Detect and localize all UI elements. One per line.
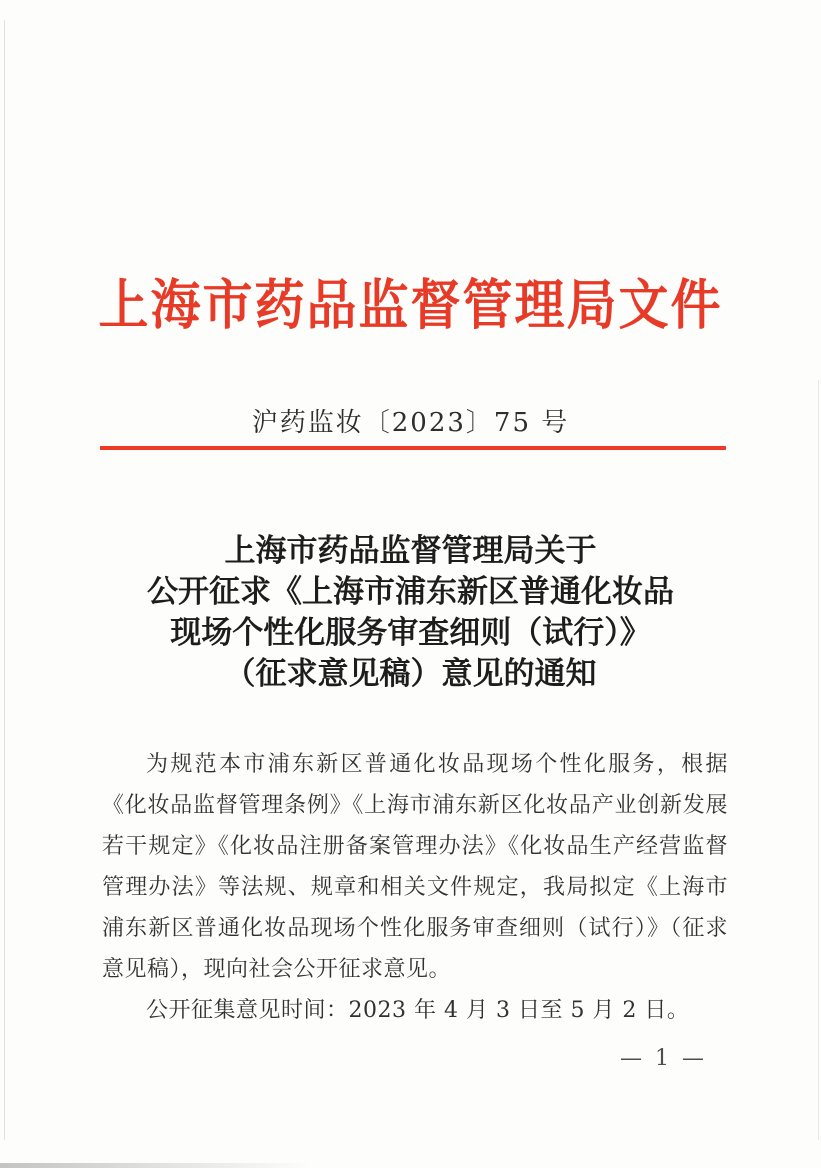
document-title-line-2: 公开征求《上海市浦东新区普通化妆品 (147, 574, 674, 610)
scan-edge-right (818, 380, 819, 1140)
document-title-line-3: 现场个性化服务审查细则（试行）》 (170, 615, 651, 651)
document-title (0, 531, 821, 695)
scan-edge-bottom (0, 1163, 310, 1168)
header-divider-rule (100, 446, 726, 450)
page-number: — 1 — (620, 1046, 707, 1071)
document-title-line-1: 上海市药品监督管理局关于 (224, 533, 597, 569)
document-body (102, 744, 728, 1031)
agency-banner-title: 上海市药品监督管理局文件 (98, 272, 723, 337)
document-reference-number: 沪药监妆〔2023〕75 号 (251, 408, 570, 438)
document-title-line-4: （征求意见稿）意见的通知 (224, 656, 597, 692)
body-paragraph-1: 为规范本市浦东新区普通化妆品现场个性化服务，根据《化妆品监督管理条例》《上海市浦东新区化妆品产业创新发展若干规定》《化妆品注册备案管理办法》《化妆品生产经营监督管理办法》等法规、规章和相关文件规定，我局拟定《上海市浦东新区普通化妆品现场个性化服务审查细则（试行）》（征求意见稿），现向社会公开征求意见。 (102, 752, 728, 982)
body-paragraph-2: 公开征集意见时间：2023 年 4 月 3 日至 5 月 2 日。 (146, 998, 690, 1023)
